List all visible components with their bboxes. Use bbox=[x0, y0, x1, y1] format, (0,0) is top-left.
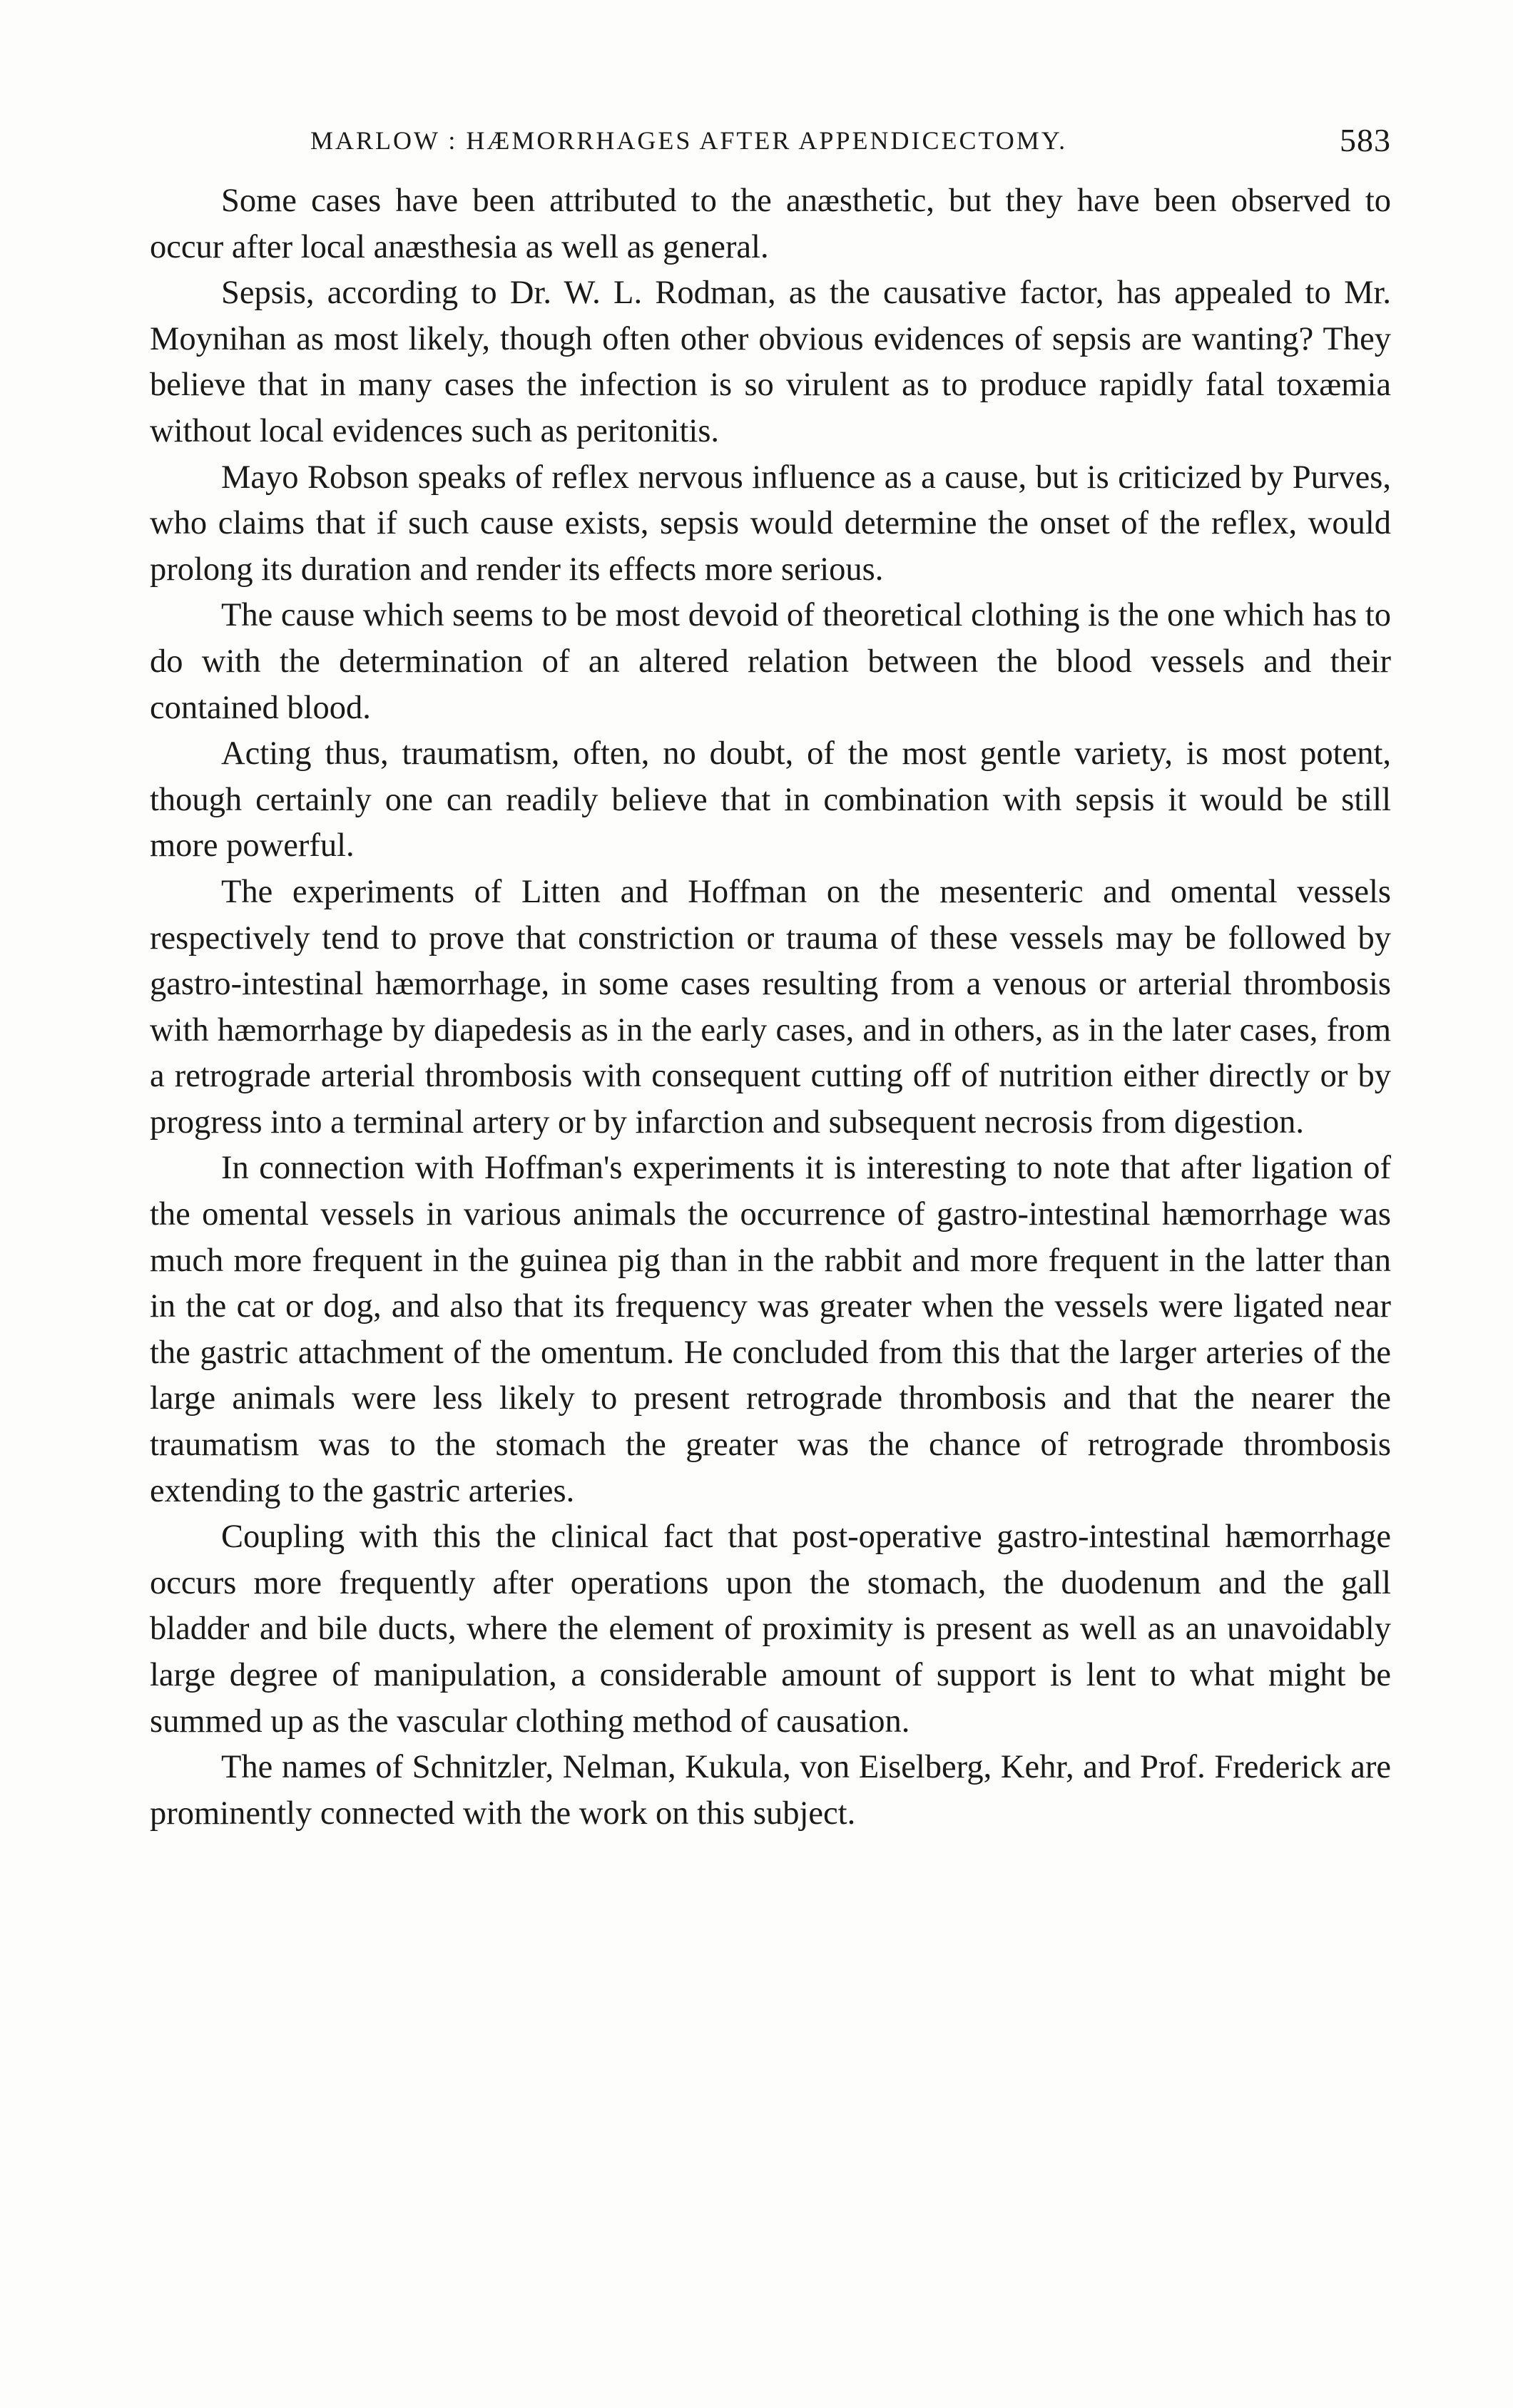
paragraph-traumatism: Acting thus, traumatism, often, no doubt, of the most gentle variety, is most potent, though certainly one can readily believe that in combination with sepsis it would be still more powerful. bbox=[150, 735, 1391, 864]
running-head bbox=[150, 121, 1391, 164]
paragraph-names: The names of Schnitzler, Nelman, Kukula, von Eiselberg, Kehr, and Prof. Frederick are prominently connected with the work on this subject. bbox=[150, 1749, 1391, 1832]
paragraph-hoffman-experiments: In connection with Hoffman's experiments it is interesting to note that after ligation of the omental vessels in various animals the occurrence of gastro-intestinal hæmorrhage was much more frequent in the guinea pig than in the rabbit and more frequent in the latter than in the cat or dog, and also that its frequency was greater when the vessels were ligated near the gastric attachment of the omentum. He concluded from this that the larger arteries of the large animals were less likely to present retrograde thrombosis and that the nearer the traumatism was to the stomach the greater was the chance of retrograde thrombosis extending to the gastric arteries. bbox=[150, 1150, 1391, 1509]
page-number: 583 bbox=[1340, 122, 1391, 158]
running-title: MARLOW : HÆMORRHAGES AFTER APPENDICECTOMY. bbox=[310, 126, 1068, 155]
article-body bbox=[150, 178, 1391, 1837]
paragraph-vascular-cause: The cause which seems to be most devoid of theoretical clothing is the one which has to do with the determination of an altered relation between the blood vessels and their contained blood. bbox=[150, 597, 1391, 726]
paragraph-reflex-influence: Mayo Robson speaks of reflex nervous influence as a cause, but is criticized by Purves, who claims that if such cause exists, sepsis would determine the onset of the reflex, would prolong its duration and render its effects more serious. bbox=[150, 459, 1391, 588]
journal-page bbox=[150, 121, 1391, 1837]
paragraph-litten-hoffman: The experiments of Litten and Hoffman on the mesenteric and omental vessels respectively tend to prove that constriction or trauma of these vessels may be followed by gastro-intestinal hæmorrhage, in some cases resulting from a venous or arterial thrombosis with hæmorrhage by diapedesis as in the early cases, and in others, as in the later cases, from a retrograde arterial thrombosis with consequent cutting off of nutrition either directly or by progress into a terminal artery or by infarction and subsequent necrosis from digestion. bbox=[150, 873, 1391, 1141]
paragraph-clinical-fact: Coupling with this the clinical fact that post-operative gastro-intestinal hæmorrhage occurs more frequently after operations upon the stomach, the duodenum and the gall bladder and bile ducts, where the element of proximity is present as well as an unavoidably large degree of manipulation, a considerable amount of support is lent to what might be summed up as the vascular clothing method of causation. bbox=[150, 1519, 1391, 1740]
paragraph-sepsis: Sepsis, according to Dr. W. L. Rodman, as the causative factor, has appealed to Mr. Moynihan as most likely, though often other obvious evidences of sepsis are wanting? They believe that in many cases the infection is so virulent as to produce rapidly fatal toxæmia without local evidences such as peritonitis. bbox=[150, 275, 1391, 449]
paragraph-anaesthetic: Some cases have been attributed to the anæsthetic, but they have been observed to occur after local anæsthesia as well as general. bbox=[150, 183, 1391, 265]
